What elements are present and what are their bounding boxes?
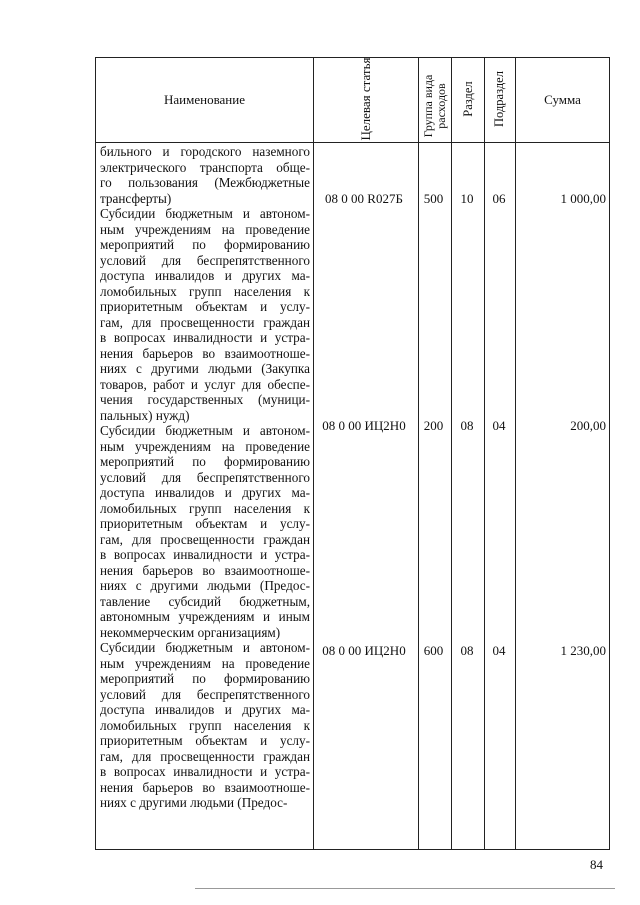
footer-rule xyxy=(195,888,615,889)
page-number: 84 xyxy=(590,857,603,872)
text-line: приоритетным объектам и услу- xyxy=(100,516,310,531)
header-divider xyxy=(95,142,610,143)
text-line: мероприятий по формированию xyxy=(100,454,310,469)
header-subsection: Подраздел xyxy=(492,71,506,127)
row-1-subsection: 06 xyxy=(492,191,506,206)
row-3-code: 08 0 00 ИЦ2Н0 xyxy=(322,643,406,658)
header-name: Наименование xyxy=(164,92,245,107)
row-3-section: 08 xyxy=(460,643,474,658)
text-line: Субсидии бюджетным и автоном- xyxy=(100,640,310,655)
row-2-sum: 200,00 xyxy=(570,418,606,433)
text-line: мероприятий по формированию xyxy=(100,237,310,252)
row-3-subsection: 04 xyxy=(492,643,506,658)
row-1-group: 500 xyxy=(423,191,444,206)
column-divider xyxy=(418,57,419,850)
text-line: автономным учреждениям и иным xyxy=(100,609,310,624)
text-line: ломобильных групп населения к xyxy=(100,283,310,299)
row-1-sum: 1 000,00 xyxy=(560,191,606,206)
text-line: условий для беспрепятственного xyxy=(100,252,310,268)
text-line: трансферты) xyxy=(100,190,172,206)
text-line: товаров, работ и услуг для обеспе- xyxy=(100,376,310,392)
text-line: в вопросах инвалидности и устра- xyxy=(100,330,310,345)
column-divider xyxy=(451,57,452,850)
text-line: бильного и городского наземного xyxy=(100,144,310,159)
text-line: гам, для просвещенности граждан xyxy=(100,314,310,330)
text-line: в вопросах инвалидности и устра- xyxy=(100,764,310,779)
text-line: ломобильных групп населения к xyxy=(100,717,310,733)
text-line: приоритетным объектам и услу- xyxy=(100,299,310,314)
header-target-article: Целевая статья xyxy=(358,57,373,141)
text-line: условий для беспрепятственного xyxy=(100,686,310,702)
text-line: ниях с другими людьми (Предос- xyxy=(100,795,288,810)
text-line: Субсидии бюджетным и автоном- xyxy=(100,423,310,438)
text-line: го пользования (Межбюджетные xyxy=(100,175,310,190)
text-line: электрического транспорта обще- xyxy=(100,159,310,175)
text-line: доступа инвалидов и других ма- xyxy=(100,268,310,283)
text-line: мероприятий по формированию xyxy=(100,671,310,686)
header-section: Раздел xyxy=(461,81,475,117)
text-line: некоммерческим организациям) xyxy=(100,624,281,640)
text-line: нения барьеров во взаимоотноше- xyxy=(100,562,310,578)
column-divider xyxy=(313,57,314,850)
text-line: ным учреждениям на проведение xyxy=(100,655,310,671)
description-text xyxy=(100,144,310,811)
text-line: доступа инвалидов и других ма- xyxy=(100,485,310,500)
text-line: Субсидии бюджетным и автоном- xyxy=(100,206,310,221)
row-2-section: 08 xyxy=(460,418,474,433)
row-1-section: 10 xyxy=(460,191,474,206)
text-line: чения государственных (муници- xyxy=(100,392,310,407)
text-line: пальных) нужд) xyxy=(100,407,190,423)
header-sum: Сумма xyxy=(544,92,581,107)
text-line: в вопросах инвалидности и устра- xyxy=(100,547,310,562)
text-line: тавление субсидий бюджетным, xyxy=(100,593,310,609)
row-1-code: 08 0 00 R027Б xyxy=(325,191,403,206)
text-line: нения барьеров во взаимоотноше- xyxy=(100,345,310,361)
text-line: гам, для просвещенности граждан xyxy=(100,531,310,547)
text-line: доступа инвалидов и других ма- xyxy=(100,702,310,717)
row-2-group: 200 xyxy=(423,418,444,433)
text-line: ным учреждениям на проведение xyxy=(100,221,310,237)
text-line: условий для беспрепятственного xyxy=(100,469,310,485)
text-line: гам, для просвещенности граждан xyxy=(100,748,310,764)
row-2-code: 08 0 00 ИЦ2Н0 xyxy=(322,418,406,433)
text-line: ломобильных групп населения к xyxy=(100,500,310,516)
text-line: нения барьеров во взаимоотноше- xyxy=(100,779,310,795)
column-divider xyxy=(515,57,516,850)
row-3-group: 600 xyxy=(423,643,444,658)
text-line: ниях с другими людьми (Закупка xyxy=(100,361,310,376)
row-3-sum: 1 230,00 xyxy=(560,643,606,658)
text-line: приоритетным объектам и услу- xyxy=(100,733,310,748)
header-expense-group: Группа вида расходов xyxy=(421,74,448,138)
row-2-subsection: 04 xyxy=(492,418,506,433)
text-line: ниях с другими людьми (Предос- xyxy=(100,578,310,593)
column-divider xyxy=(484,57,485,850)
text-line: ным учреждениям на проведение xyxy=(100,438,310,454)
